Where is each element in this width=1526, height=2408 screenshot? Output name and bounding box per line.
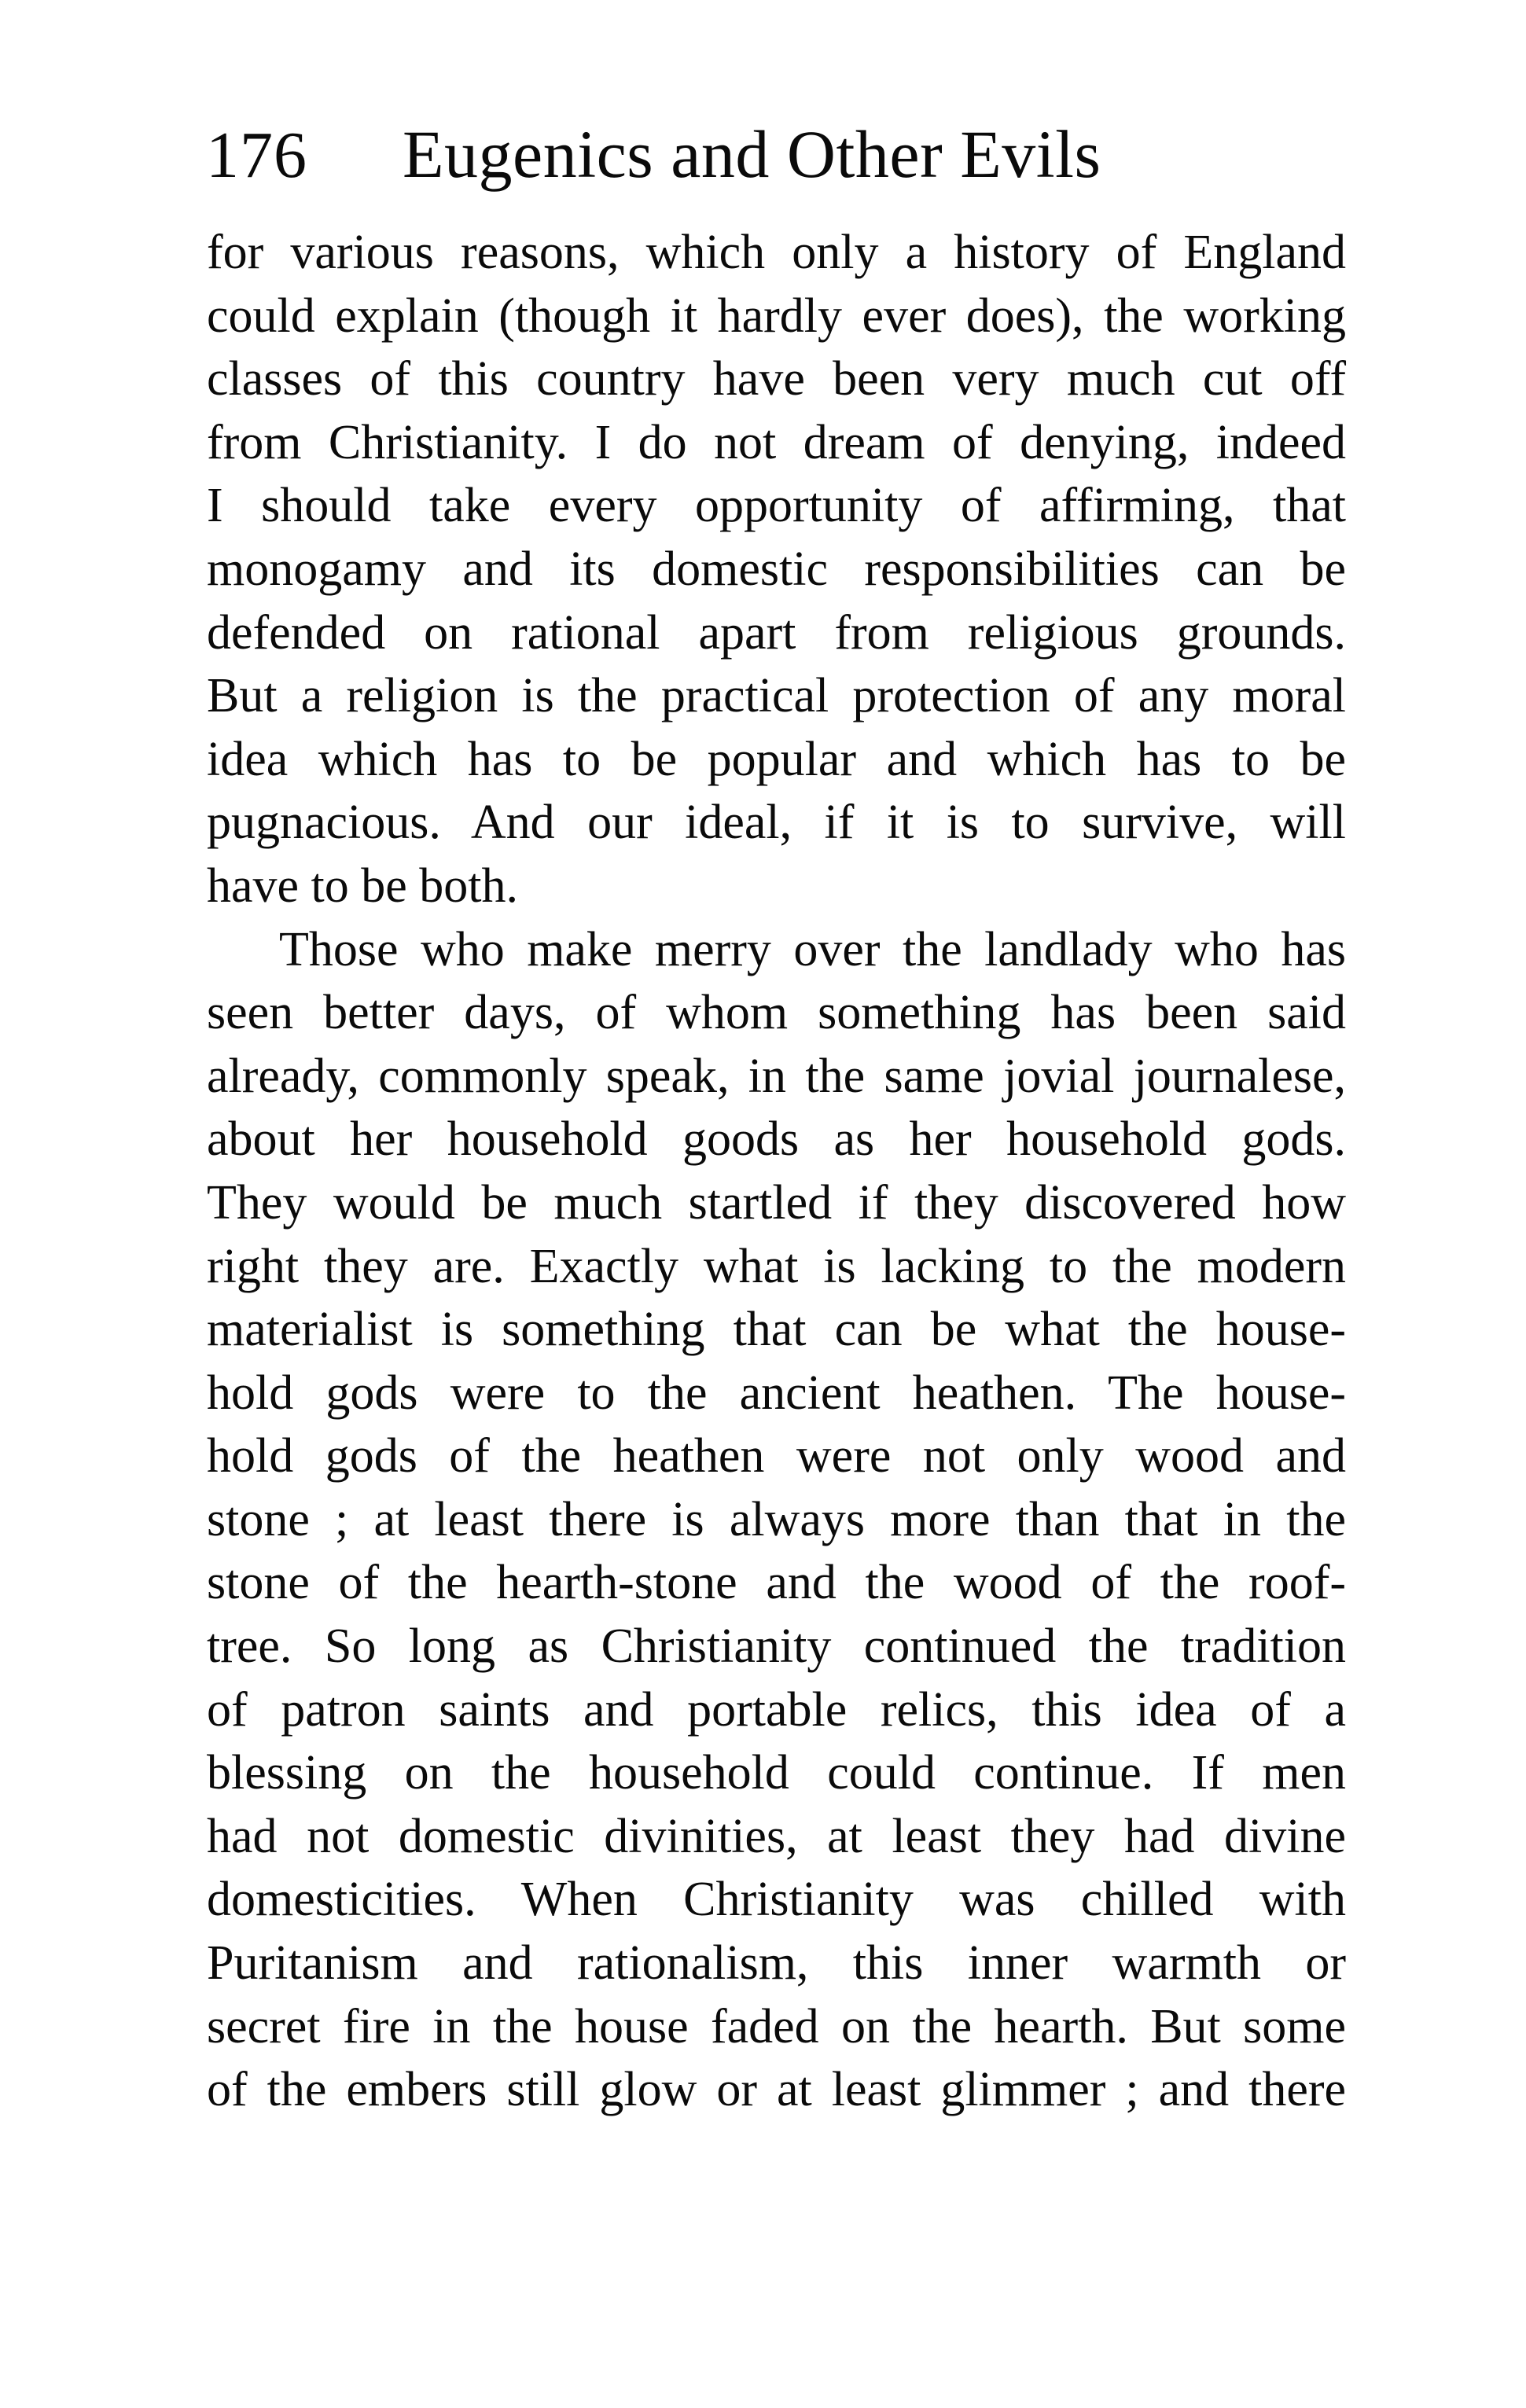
text-line: have to be both. [207, 858, 519, 913]
text-line: monogamy and its domestic responsibilities can be [207, 542, 1346, 596]
text-line: stone ; at least there is always more than that in the [207, 1492, 1346, 1546]
text-line: of patron saints and portable relics, this idea of a [207, 1682, 1346, 1737]
text-line: seen better days, of whom something has been said [207, 986, 1346, 1040]
text-line: blessing on the household could continue. If men [207, 1746, 1346, 1800]
running-title: Eugenics and Other Evils [403, 116, 1101, 192]
text-line: of the embers still glow or at least glimmer ; and there [207, 2063, 1346, 2117]
text-line: from Christianity. I do not dream of denying, indeed [207, 415, 1346, 469]
text-line: But a religion is the practical protection of any moral [207, 669, 1346, 723]
text-line: They would be much startled if they discovered how [207, 1175, 1346, 1230]
text-line: hold gods were to the ancient heathen. The house- [207, 1366, 1346, 1420]
text-line: I should take every opportunity of affirming, that [207, 479, 1346, 533]
paragraph-1 [207, 221, 1346, 918]
text-line: had not domestic divinities, at least they had divine [207, 1809, 1346, 1863]
running-head [206, 115, 1228, 193]
text-line: idea which has to be popular and which has to be [207, 732, 1346, 786]
text-line: Puritanism and rationalism, this inner warmth or [207, 1936, 1346, 1991]
text-line: tree. So long as Christianity continued the tradition [207, 1619, 1346, 1674]
text-line: materialist is something that can be what the house- [207, 1303, 1346, 1357]
text-line: already, commonly speak, in the same jovial journalese, [207, 1049, 1346, 1103]
text-line: pugnacious. And our ideal, if it is to survive, will [207, 796, 1346, 850]
text-line: classes of this country have been very much cut off [207, 352, 1346, 406]
text-line: for various reasons, which only a history of England [207, 226, 1346, 279]
text-line: secret fire in the house faded on the hearth. But some [207, 1999, 1346, 2053]
text-line: stone of the hearth-stone and the wood of the roof- [207, 1556, 1346, 1610]
page-number: 176 [206, 119, 307, 192]
text-line: could explain (though it hardly ever does), the working [207, 289, 1346, 343]
text-line: hold gods of the heathen were not only wood and [207, 1429, 1346, 1483]
text-line: domesticities. When Christianity was chilled with [207, 1873, 1346, 1927]
text-line: right they are. Exactly what is lacking to the modern [207, 1239, 1346, 1293]
text-line: Those who make merry over the landlady who has [279, 922, 1346, 976]
paragraph-2 [207, 918, 1346, 2122]
text-line: about her household goods as her household gods. [207, 1112, 1346, 1167]
text-line: defended on rational apart from religious grounds. [207, 605, 1346, 660]
body-text [207, 221, 1346, 2122]
